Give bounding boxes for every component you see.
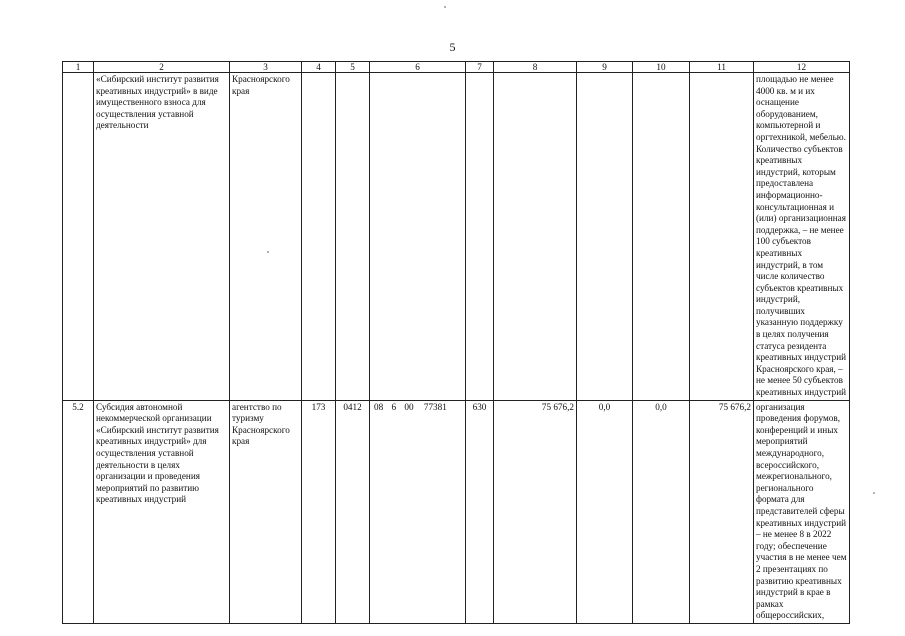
cell-grbs-code: 173: [302, 400, 336, 623]
page-number: 5: [449, 40, 456, 54]
col-header-6: 6: [370, 62, 466, 73]
cell-amount-2024: 0,0: [633, 400, 690, 623]
cell-grbs-code: [302, 73, 336, 401]
col-header-9: 9: [577, 62, 633, 73]
col-header-3: 3: [230, 62, 302, 73]
cell-section-code: [336, 73, 370, 401]
code-part: 00: [404, 401, 414, 412]
cell-amount-2023: 0,0: [577, 400, 633, 623]
cell-administrator: агентство по туризму Красноярского края: [230, 400, 302, 623]
cell-amount-2022: 75 676,2: [494, 400, 577, 623]
cell-administrator: Красноярского края: [230, 73, 302, 401]
col-header-2: 2: [94, 62, 230, 73]
cell-amount-total: [690, 73, 754, 401]
cell-section-code: 0412: [336, 400, 370, 623]
cell-number: [63, 73, 94, 401]
col-header-8: 8: [494, 62, 577, 73]
col-header-1: 1: [63, 62, 94, 73]
cell-measure-name: Субсидия автономной некоммерческой организации «Сибирский институт развития креативных индустрий» для осуществления уставной деятельности в целях организации и проведения мероприятий по развитию креативных индустрий: [94, 400, 230, 623]
cell-expected-result: организация проведения форумов, конференций и иных мероприятий международного, всероссийского, межрегионального, регионального формата для представителей сферы креативных индустрий – не менее 8 в 2022 году; обеспечение участия в не менее чем 2 презентациях по развитию креативных индустрий в крае в рамках общероссийских,: [754, 400, 850, 623]
scan-speck: [444, 6, 446, 8]
cell-amount-2022: [494, 73, 577, 401]
scan-speck: [873, 492, 875, 494]
code-part: 77381: [423, 401, 447, 412]
table-header-row: [63, 62, 850, 73]
cell-amount-2024: [633, 73, 690, 401]
cell-expense-type: 630: [466, 400, 494, 623]
code-part: 08: [374, 401, 384, 412]
cell-target-article: [370, 400, 466, 623]
cell-expense-type: [466, 73, 494, 401]
cell-expected-result: площадью не менее 4000 кв. м и их оснащение оборудованием, компьютерной и оргтехникой, мебелью. Количество субъектов креативных индустрий, которым предоставлена информационно-консультационная и (или) организационная поддержка, – не менее 100 субъектов креативных индустрий, в том числе количество субъектов креативных индустрий, получивших указанную поддержку в целях получения статуса резидента креативных индустрий Красноярского края, – не менее 50 субъектов креативных индустрий: [754, 73, 850, 401]
col-header-10: 10: [633, 62, 690, 73]
code-part: 6: [391, 401, 397, 412]
col-header-4: 4: [302, 62, 336, 73]
budget-table: [62, 61, 850, 624]
col-header-5: 5: [336, 62, 370, 73]
col-header-11: 11: [690, 62, 754, 73]
scan-speck: [267, 251, 269, 253]
cell-number: 5.2: [63, 400, 94, 623]
col-header-12: 12: [754, 62, 850, 73]
cell-amount-2023: [577, 73, 633, 401]
table-row: [63, 400, 850, 623]
col-header-7: 7: [466, 62, 494, 73]
cell-target-article: [370, 73, 466, 401]
cell-amount-total: 75 676,2: [690, 400, 754, 623]
table-row: [63, 73, 850, 401]
cell-measure-name: «Сибирский институт развития креативных индустрий» в виде имущественного взноса для осуществления уставной деятельности: [94, 73, 230, 401]
